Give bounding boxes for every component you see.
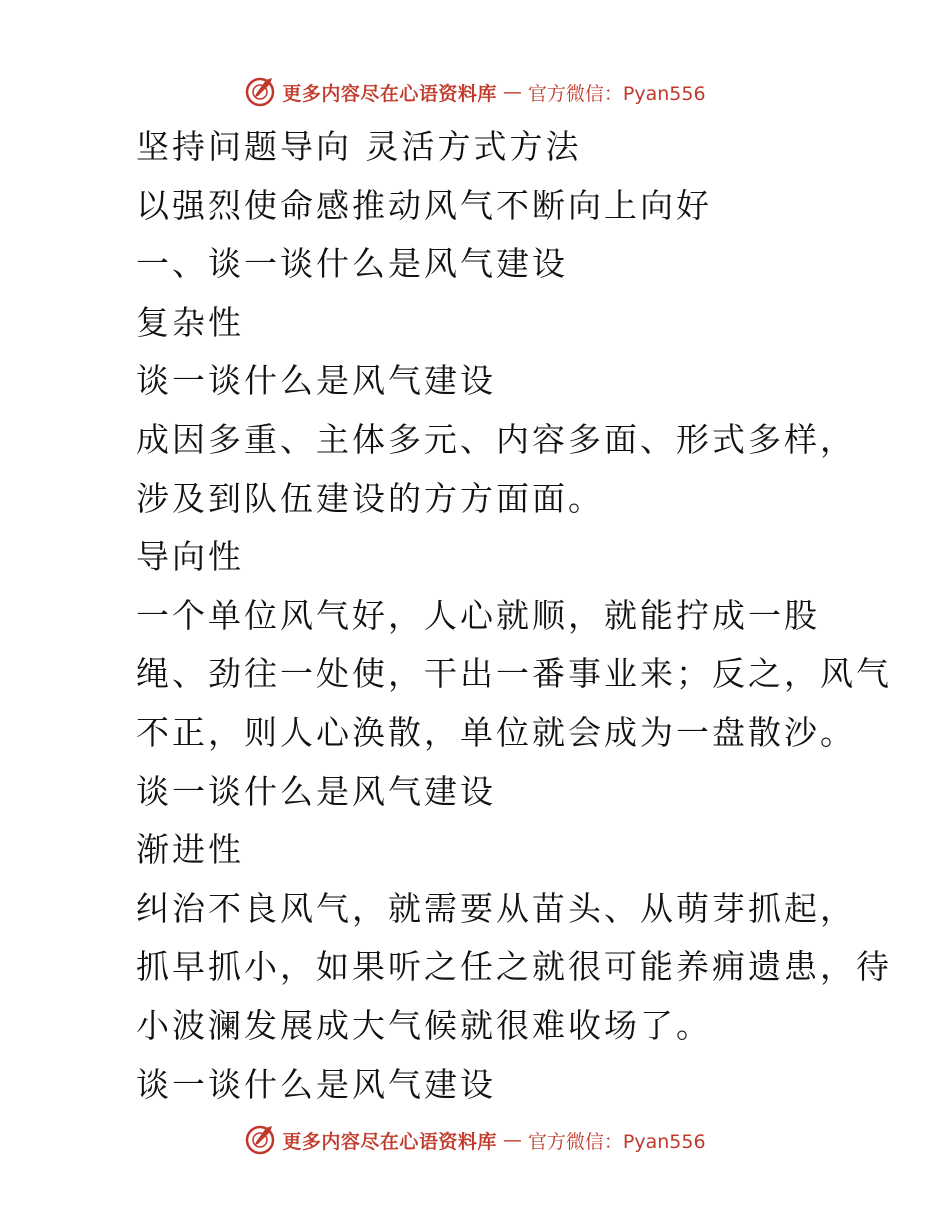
header-watermark xyxy=(0,72,950,112)
watermark-dash: — xyxy=(502,1129,522,1151)
text-line: 一、谈一谈什么是风气建设 xyxy=(136,244,568,284)
text-line: 涉及到队伍建设的方方面面。 xyxy=(136,478,604,518)
watermark-wechat: 官方微信：Pyan556 xyxy=(527,82,706,105)
text-line: 成因多重、主体多元、内容多面、形式多样， xyxy=(136,419,856,459)
text-line: 复杂性 xyxy=(136,302,244,342)
footer-watermark xyxy=(0,1120,950,1160)
text-line: 谈一谈什么是风气建设 xyxy=(136,1064,496,1104)
text-line: 导向性 xyxy=(136,537,244,577)
text-line: 一个单位风气好，人心就顺，就能拧成一股 xyxy=(136,595,820,635)
text-line: 谈一谈什么是风气建设 xyxy=(136,771,496,811)
text-line: 小波澜发展成大气候就很难收场了。 xyxy=(136,1005,712,1045)
text-line: 纠治不良风气，就需要从苗头、从萌芽抓起， xyxy=(136,888,856,928)
pen-logo-icon xyxy=(244,76,276,108)
text-line: 渐进性 xyxy=(136,830,244,870)
watermark-text: 更多内容尽在心语资料库 xyxy=(282,1130,497,1153)
document-body xyxy=(136,118,892,1114)
watermark-text: 更多内容尽在心语资料库 xyxy=(282,82,497,105)
text-line: 抓早抓小，如果听之任之就很可能养痈遗患，待 xyxy=(136,947,892,987)
text-line: 坚持问题导向 灵活方式方法 xyxy=(136,127,582,166)
text-line: 以强烈使命感推动风气不断向上向好 xyxy=(136,185,712,225)
text-line: 绳、劲往一处使，干出一番事业来；反之，风气 xyxy=(136,654,892,694)
pen-logo-icon xyxy=(244,1124,276,1156)
text-line: 谈一谈什么是风气建设 xyxy=(136,361,496,401)
text-line: 不正，则人心涣散，单位就会成为一盘散沙。 xyxy=(136,712,856,752)
watermark-dash: — xyxy=(502,81,522,103)
watermark-wechat: 官方微信：Pyan556 xyxy=(527,1130,706,1153)
